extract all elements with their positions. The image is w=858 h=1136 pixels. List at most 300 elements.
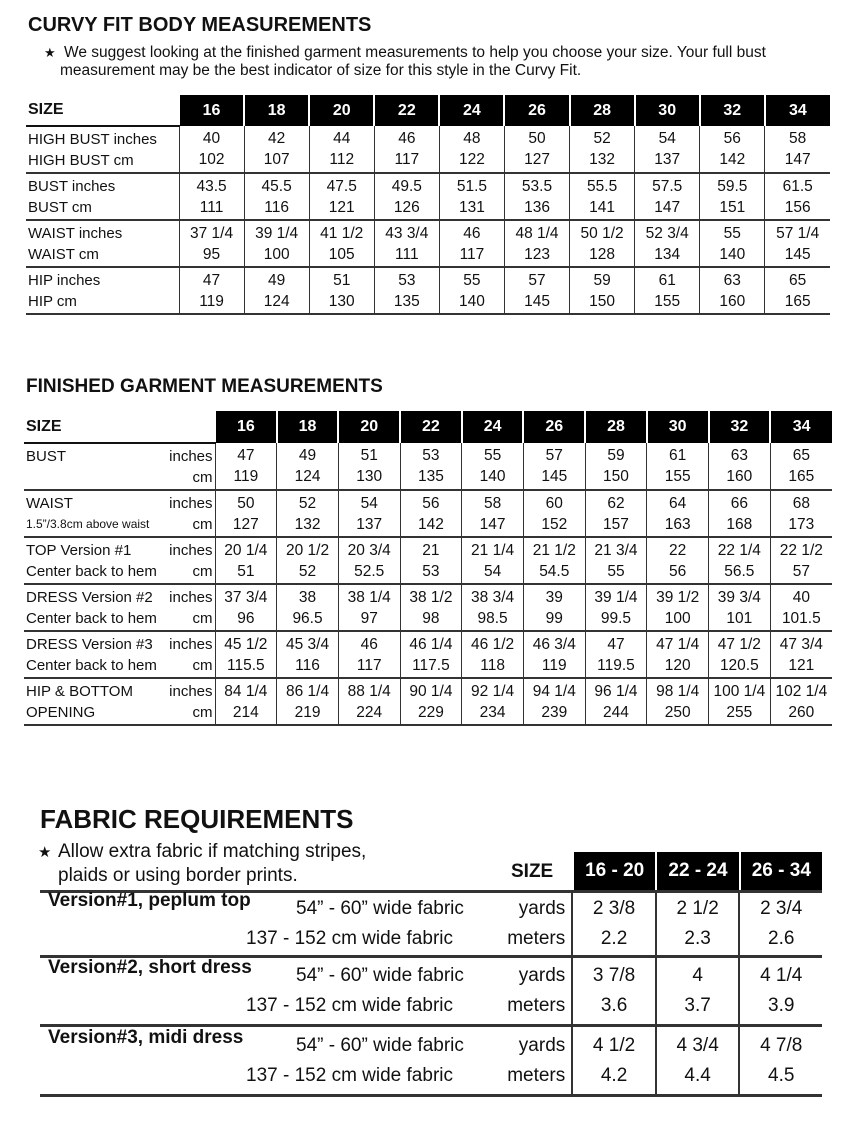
value-yards: 2 3/4 — [760, 898, 803, 919]
value-cell — [504, 173, 569, 220]
row-label-unit: cm — [192, 468, 213, 486]
size-header-cell: 18 — [244, 95, 309, 126]
value-yards: 4 1/4 — [760, 965, 803, 986]
row-label-name: BUST — [26, 447, 67, 465]
value-inches: 46 — [398, 130, 416, 147]
value-cell — [570, 173, 635, 220]
value-meters: 3.6 — [600, 995, 628, 1016]
fabric-width-inches: 54” - 60” wide fabric — [296, 965, 464, 986]
value-cm: 250 — [664, 703, 691, 721]
value-cm: 134 — [654, 245, 681, 263]
value-cell — [765, 267, 830, 314]
measurement-row — [26, 126, 830, 173]
value-cm: 111 — [199, 198, 224, 216]
value-cm: 54.5 — [539, 562, 570, 580]
value-inches: 47 — [202, 271, 221, 289]
value-cm: 126 — [393, 198, 420, 216]
row-label-cm: HIGH BUST cm — [28, 151, 134, 169]
value-cell — [709, 584, 771, 631]
fabric-width-cm: 137 - 152 cm wide fabric — [246, 928, 453, 949]
value-inches: 65 — [789, 271, 807, 289]
row-label-unit: cm — [192, 609, 213, 627]
size-header-cell: 16 — [215, 411, 277, 443]
value-cell — [215, 537, 277, 584]
garment-row — [24, 490, 832, 537]
body-note-line2: measurement may be the best indicator of size for this style in the Curvy Fit. — [60, 62, 582, 79]
size-header-cell: 20 — [309, 95, 374, 126]
value-inches: 21 1/2 — [532, 541, 576, 559]
row-label-line2 — [26, 514, 215, 535]
row-label-inches: WAIST inches — [28, 224, 123, 242]
fabric-value-cell — [571, 1027, 655, 1094]
value-yards: 2 3/8 — [592, 898, 636, 919]
value-yards: 4 7/8 — [760, 1034, 803, 1056]
value-cm: 53 — [422, 562, 440, 580]
row-label-name: DRESS Version #3 — [26, 635, 153, 653]
value-cell — [309, 173, 374, 220]
value-cell — [585, 678, 647, 725]
value-cm: 260 — [788, 703, 815, 721]
value-cm: 99.5 — [600, 609, 632, 627]
unit-yards: yards — [518, 965, 566, 986]
value-cell — [462, 631, 524, 678]
value-cell — [765, 173, 830, 220]
value-cm: 56 — [669, 562, 687, 580]
value-cm: 117 — [356, 656, 382, 674]
value-inches: 44 — [333, 130, 351, 147]
value-inches: 38 — [298, 588, 317, 606]
value-cell — [244, 220, 309, 267]
value-cell — [439, 220, 504, 267]
value-inches: 37 1/4 — [189, 224, 234, 242]
value-cell — [179, 220, 244, 267]
value-cm: 102 — [198, 151, 225, 168]
row-label-unit: cm — [192, 703, 213, 721]
value-cell — [277, 443, 339, 490]
value-cell — [374, 267, 439, 314]
row-label-name: DRESS Version #2 — [26, 588, 153, 606]
star-icon: ★ — [38, 844, 52, 861]
row-label-name: WAIST — [26, 494, 73, 512]
row-label-unit: inches — [169, 588, 213, 606]
value-cell — [215, 490, 277, 537]
value-cm: 140 — [719, 245, 746, 263]
size-header-cell: 28 — [570, 95, 635, 126]
value-cell — [179, 173, 244, 220]
value-cm: 119 — [541, 656, 567, 674]
value-cm: 147 — [479, 515, 506, 533]
garment-row — [24, 443, 832, 490]
unit-meters: meters — [507, 928, 566, 949]
value-inches: 20 1/2 — [285, 541, 330, 559]
value-cm: 234 — [479, 703, 506, 721]
value-inches: 49 — [268, 271, 286, 289]
value-cm: 155 — [664, 468, 691, 485]
value-cell — [504, 220, 569, 267]
value-cm: 95 — [202, 245, 221, 263]
value-meters: 3.9 — [768, 995, 795, 1016]
unit-yards: yards — [518, 898, 566, 919]
fabric-value-cell — [571, 958, 655, 1024]
value-cell — [709, 537, 771, 584]
value-yards: 3 7/8 — [592, 965, 636, 986]
value-cm: 98.5 — [477, 609, 508, 627]
value-inches: 37 3/4 — [224, 588, 268, 606]
value-cm: 160 — [726, 468, 753, 485]
value-inches: 61 — [658, 271, 676, 289]
size-header-cell: 18 — [277, 411, 339, 443]
value-cm: 117 — [459, 245, 485, 263]
value-cm: 124 — [263, 292, 290, 310]
value-cell — [277, 490, 339, 537]
value-cell — [647, 490, 709, 537]
row-label-inches: HIP inches — [28, 271, 101, 289]
value-cell — [338, 584, 400, 631]
value-cell — [709, 443, 771, 490]
value-cell — [277, 678, 339, 725]
value-inches: 47 1/2 — [717, 635, 761, 653]
measurement-row — [26, 267, 830, 314]
value-cm: 117.5 — [412, 656, 450, 674]
value-inches: 53 — [398, 271, 416, 289]
row-label-line1 — [26, 540, 215, 561]
fabric-size-header-cell: 26 - 34 — [739, 852, 822, 890]
value-inches: 51 — [333, 271, 351, 289]
value-cell — [309, 220, 374, 267]
row-label-sub: Center back to hem — [26, 656, 157, 674]
row-label — [24, 537, 215, 584]
value-inches: 50 — [528, 130, 546, 147]
body-measurements-table — [26, 95, 830, 315]
value-inches: 100 1/4 — [713, 682, 766, 700]
row-label — [26, 173, 179, 220]
value-cm: 98 — [422, 609, 440, 627]
value-cell — [179, 126, 244, 173]
value-inches: 49.5 — [391, 177, 422, 195]
value-cm: 105 — [328, 245, 355, 263]
value-cm: 96 — [237, 609, 255, 627]
value-inches: 64 — [669, 494, 687, 512]
value-cell — [647, 584, 709, 631]
value-cm: 56.5 — [724, 562, 755, 580]
value-cm: 52 — [298, 562, 317, 580]
value-cm: 100 — [664, 609, 691, 627]
row-label-line1 — [26, 446, 215, 467]
garment-row — [24, 584, 832, 631]
fabric-note-line1: Allow extra fabric if matching stripes, — [58, 841, 367, 862]
value-inches: 43 3/4 — [385, 224, 429, 242]
value-meters: 3.7 — [684, 995, 711, 1016]
fabric-line-meters — [40, 924, 571, 954]
value-inches: 22 1/2 — [779, 541, 823, 559]
fabric-row-label — [40, 957, 571, 1021]
value-cm: 120.5 — [719, 656, 759, 674]
value-inches: 45 3/4 — [285, 635, 330, 653]
row-label-line1 — [26, 634, 215, 655]
value-inches: 46 1/2 — [471, 635, 515, 653]
value-inches: 45.5 — [261, 177, 292, 195]
fabric-row-label — [40, 890, 571, 954]
value-inches: 21 — [422, 541, 440, 559]
body-note-line1: We suggest looking at the finished garment measurements to help you choose your size. Your full bust — [64, 44, 766, 61]
size-header-cell: 26 — [523, 411, 585, 443]
fabric-requirements-title: FABRIC REQUIREMENTS — [40, 804, 354, 834]
value-cell — [462, 490, 524, 537]
value-cm: 57 — [792, 562, 810, 580]
version-name: Version#2, short dress — [48, 957, 252, 978]
value-cm: 99 — [545, 609, 563, 627]
value-inches: 43.5 — [196, 177, 227, 195]
unit-meters: meters — [507, 995, 566, 1016]
size-header-cell: 26 — [504, 95, 569, 126]
value-inches: 57 — [528, 271, 546, 289]
value-cell — [647, 443, 709, 490]
value-cell — [439, 126, 504, 173]
value-inches: 22 1/4 — [717, 541, 761, 559]
value-cm: 127 — [232, 515, 259, 533]
fabric-value-cell — [655, 1027, 739, 1094]
size-header-cell: 22 — [374, 95, 439, 126]
garment-row — [24, 631, 832, 678]
value-cm: 121 — [788, 656, 815, 674]
value-cell — [338, 490, 400, 537]
size-header-cell: 24 — [462, 411, 524, 443]
value-cm: 121 — [328, 198, 355, 216]
value-cm: 132 — [294, 515, 321, 533]
value-cm: 120 — [664, 656, 691, 674]
value-meters: 2.6 — [768, 928, 795, 949]
finished-garment-table — [24, 411, 832, 726]
fabric-width-cm: 137 - 152 cm wide fabric — [246, 995, 453, 1016]
value-cm: 147 — [784, 151, 811, 168]
star-icon: ★ — [44, 45, 56, 60]
value-cm: 97 — [360, 609, 378, 627]
row-label — [24, 584, 215, 631]
value-inches: 54 — [360, 494, 378, 512]
value-meters: 2.2 — [600, 928, 628, 949]
fabric-size-header — [574, 852, 822, 890]
unit-yards: yards — [518, 1034, 566, 1056]
value-cm: 101 — [726, 609, 753, 627]
fabric-row — [40, 890, 822, 958]
fabric-line-yards — [40, 890, 571, 924]
value-cell — [770, 490, 832, 537]
value-cell — [400, 537, 462, 584]
row-label-cm: BUST cm — [28, 198, 92, 216]
row-label-sub: Center back to hem — [26, 609, 157, 627]
value-cell — [635, 126, 700, 173]
value-cm: 244 — [603, 703, 629, 721]
fabric-value-cell — [655, 893, 739, 955]
value-cell — [765, 220, 830, 267]
value-inches: 50 1/2 — [580, 224, 624, 242]
value-cm: 145 — [524, 292, 550, 310]
value-inches: 63 — [723, 271, 741, 289]
row-label-inches: HIGH BUST inches — [28, 130, 157, 148]
size-header-cell: 22 — [400, 411, 462, 443]
value-cell — [374, 126, 439, 173]
value-inches: 61.5 — [782, 177, 813, 195]
fabric-row — [40, 958, 822, 1027]
fabric-size-header-cell: 22 - 24 — [655, 852, 738, 890]
value-inches: 50 — [237, 494, 255, 512]
value-inches: 88 1/4 — [347, 682, 391, 700]
value-inches: 39 1/4 — [255, 224, 299, 242]
value-cm: 151 — [719, 198, 746, 216]
value-cell — [338, 537, 400, 584]
value-cm: 147 — [654, 198, 681, 216]
size-header-cell: 30 — [635, 95, 700, 126]
value-meters: 4.4 — [684, 1064, 711, 1086]
value-cm: 135 — [393, 292, 420, 310]
value-cm: 168 — [726, 515, 753, 533]
value-inches: 96 1/4 — [594, 682, 638, 700]
value-yards: 4 — [692, 965, 703, 986]
value-inches: 52 — [298, 494, 317, 512]
value-cell — [374, 173, 439, 220]
value-cell — [523, 443, 585, 490]
value-cell — [709, 490, 771, 537]
size-header-cell: 16 — [179, 95, 244, 126]
value-cm: 117 — [394, 151, 420, 168]
value-inches: 56 — [422, 494, 440, 512]
size-header-cell: 32 — [709, 411, 771, 443]
value-cell — [400, 678, 462, 725]
value-cm: 224 — [356, 703, 383, 721]
value-inches: 48 1/4 — [515, 224, 559, 242]
value-cm: 140 — [479, 468, 506, 485]
value-inches: 40 — [792, 588, 810, 606]
fabric-width-inches: 54” - 60” wide fabric — [296, 1034, 464, 1056]
row-label-cm: HIP cm — [28, 292, 77, 310]
value-inches: 53 — [422, 447, 440, 464]
value-inches: 49 — [298, 447, 317, 464]
value-cell — [570, 220, 635, 267]
value-cell — [700, 126, 765, 173]
row-label-cm: WAIST cm — [28, 245, 99, 263]
fabric-line-yards — [40, 957, 571, 991]
value-inches: 41 1/2 — [320, 224, 364, 242]
row-label-sub: Center back to hem — [26, 562, 157, 580]
value-cell — [585, 490, 647, 537]
value-cell — [585, 631, 647, 678]
value-cm: 119 — [199, 292, 224, 310]
value-inches: 53.5 — [521, 177, 553, 195]
value-cell — [244, 173, 309, 220]
size-header-cell: 20 — [338, 411, 400, 443]
value-cell — [504, 126, 569, 173]
value-inches: 59.5 — [717, 177, 748, 195]
value-inches: 39 1/4 — [594, 588, 638, 606]
size-label: SIZE — [26, 95, 179, 126]
row-label-line1 — [26, 493, 215, 514]
value-inches: 55.5 — [587, 177, 618, 195]
value-cm: 115.5 — [227, 656, 265, 674]
value-inches: 46 3/4 — [532, 635, 576, 653]
size-header-cell: 28 — [585, 411, 647, 443]
value-cm: 100 — [263, 245, 290, 263]
value-cell — [635, 267, 700, 314]
value-cm: 145 — [541, 468, 568, 485]
value-inches: 48 — [463, 130, 481, 147]
value-inches: 65 — [792, 447, 810, 464]
value-cell — [374, 220, 439, 267]
value-cell — [585, 537, 647, 584]
value-cm: 142 — [417, 515, 444, 533]
value-cm: 52.5 — [354, 562, 385, 580]
value-inches: 51 — [360, 447, 378, 464]
value-yards: 4 1/2 — [592, 1034, 636, 1056]
value-cell — [179, 267, 244, 314]
value-cell — [338, 678, 400, 725]
value-inches: 61 — [669, 447, 687, 464]
row-label-unit: inches — [169, 494, 213, 512]
value-cell — [770, 584, 832, 631]
value-cm: 145 — [784, 245, 811, 263]
value-cell — [709, 678, 771, 725]
fabric-line-yards — [40, 1026, 571, 1061]
value-inches: 20 1/4 — [224, 541, 268, 559]
row-label-line1 — [26, 681, 215, 702]
row-label-line1 — [26, 587, 215, 608]
value-cell — [647, 678, 709, 725]
fabric-value-cell — [738, 1027, 822, 1094]
value-cm: 122 — [458, 151, 485, 168]
fabric-value-cell — [738, 893, 822, 955]
value-inches: 62 — [607, 494, 625, 512]
value-inches: 63 — [730, 447, 748, 464]
value-cm: 155 — [654, 292, 681, 310]
value-cell — [709, 631, 771, 678]
row-label-unit: cm — [192, 562, 213, 580]
value-cell — [700, 173, 765, 220]
value-cm: 219 — [294, 703, 321, 721]
value-cm: 141 — [589, 198, 616, 216]
value-cell — [765, 126, 830, 173]
value-inches: 68 — [792, 494, 810, 512]
value-inches: 56 — [723, 130, 741, 147]
fabric-requirements-table — [40, 890, 822, 1097]
value-cell — [439, 173, 504, 220]
row-label-line2 — [26, 561, 215, 582]
value-cm: 255 — [726, 703, 753, 721]
size-header-cell: 24 — [439, 95, 504, 126]
size-label: SIZE — [24, 411, 215, 443]
value-cell — [635, 220, 700, 267]
fabric-value-cell — [738, 958, 822, 1024]
value-meters: 4.5 — [768, 1064, 795, 1086]
value-cell — [585, 443, 647, 490]
row-label-unit: cm — [192, 515, 213, 533]
value-cm: 54 — [483, 562, 502, 580]
row-label-sub: 1.5”/3.8cm above waist — [26, 516, 150, 531]
value-cm: 137 — [356, 515, 383, 533]
value-cell — [770, 678, 832, 725]
value-cell — [523, 490, 585, 537]
value-cell — [647, 537, 709, 584]
value-cell — [570, 126, 635, 173]
value-cm: 140 — [458, 292, 485, 310]
value-cell — [309, 126, 374, 173]
measurement-row — [26, 173, 830, 220]
value-cm: 130 — [328, 292, 355, 310]
row-label-unit: cm — [192, 656, 213, 674]
row-label-unit: inches — [169, 447, 213, 465]
row-label-name: HIP & BOTTOM — [26, 682, 133, 700]
row-label-inches: BUST inches — [28, 177, 116, 195]
unit-meters: meters — [507, 1064, 566, 1086]
value-inches: 46 1/4 — [409, 635, 453, 653]
